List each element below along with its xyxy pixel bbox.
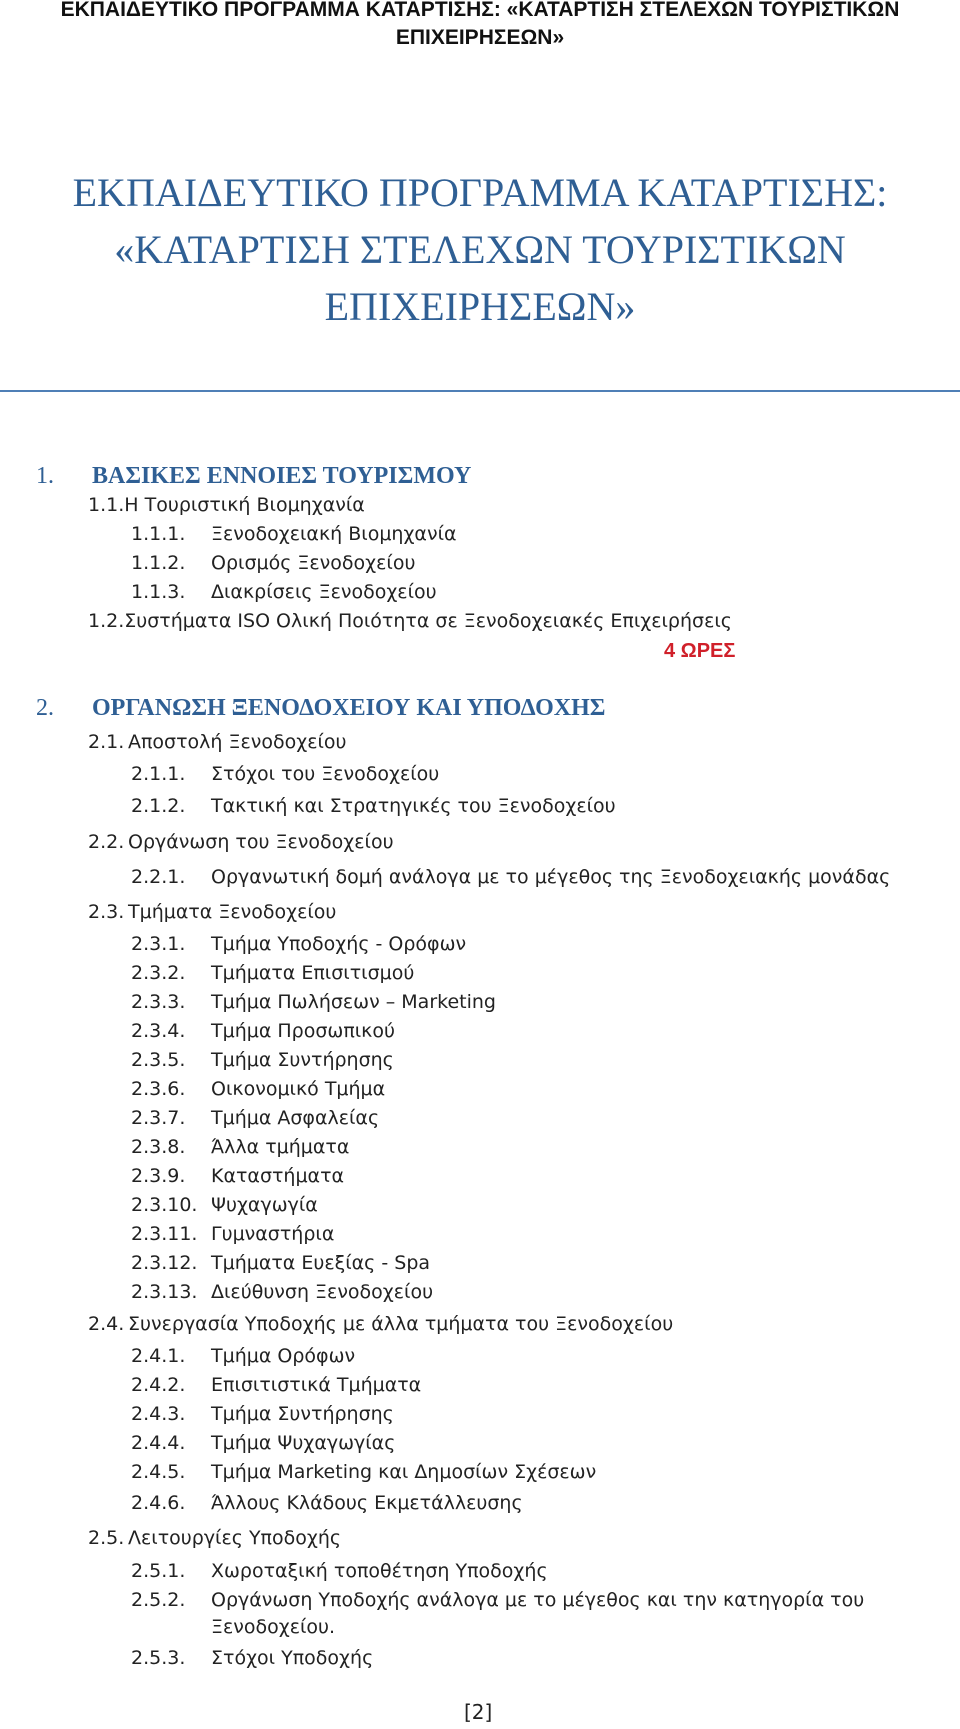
page-number: [2]: [464, 1700, 493, 1724]
toc-item: 2.4.3. Τμήμα Συντήρησης: [131, 1403, 394, 1425]
toc-item: 2.3.1. Τμήμα Υποδοχής - Ορόφων: [131, 933, 467, 955]
toc-item: 2.3.3. Τμήμα Πωλήσεων – Marketing: [131, 991, 496, 1013]
section-1-number: 1.: [36, 463, 54, 489]
toc-item: 2.3. Τμήματα Ξενοδοχείου: [88, 901, 337, 923]
toc-item: 2.3.11. Γυμναστήρια: [131, 1223, 335, 1245]
toc-item: 2.1. Αποστολή Ξενοδοχείου: [88, 731, 347, 753]
title-divider: [0, 390, 960, 392]
toc-item: 2.5.3. Στόχοι Υποδοχής: [131, 1647, 374, 1669]
toc-item: 2.4. Συνεργασία Υποδοχής με άλλα τμήματα του Ξενοδοχείου: [88, 1313, 674, 1335]
toc-item: 2.5. Λειτουργίες Υποδοχής: [88, 1527, 342, 1549]
toc-item: 2.3.6. Οικονομικό Τμήμα: [131, 1078, 386, 1100]
toc-item: 1.1.Η Τουριστική Βιομηχανία: [88, 494, 365, 516]
document-title-line-2: «ΚΑΤΑΡΤΙΣΗ ΣΤΕΛΕΧΩΝ ΤΟΥΡΙΣΤΙΚΩΝ: [114, 227, 846, 272]
toc-item: 2.1.1. Στόχοι του Ξενοδοχείου: [131, 763, 440, 785]
toc-item: 1.1.1. Ξενοδοχειακή Βιομηχανία: [131, 523, 457, 545]
toc-item: 2.4.6. Άλλους Κλάδους Εκμετάλλευσης: [131, 1492, 523, 1514]
toc-item: 2.3.8. Άλλα τμήματα: [131, 1136, 350, 1158]
toc-item: 2.3.7. Τμήμα Ασφαλείας: [131, 1107, 380, 1129]
toc-item: 2.1.2. Τακτική και Στρατηγικές του Ξενοδοχείου: [131, 795, 616, 817]
toc-item: 2.3.9. Καταστήματα: [131, 1165, 345, 1187]
toc-item: 2.2. Οργάνωση του Ξενοδοχείου: [88, 831, 394, 853]
toc-item: 1.1.3. Διακρίσεις Ξενοδοχείου: [131, 581, 437, 603]
section-2-number: 2.: [36, 695, 54, 721]
running-header-line-2: ΕΠΙΧΕΙΡΗΣΕΩΝ»: [395, 26, 565, 49]
running-header-line-1: ΕΚΠΑΙΔΕΥΤΙΚΟ ΠΡΟΓΡΑΜΜΑ ΚΑΤΑΡΤΙΣΗΣ: «ΚΑΤΑΡΤΙΣΗ ΣΤΕΛΕΧΩΝ ΤΟΥΡΙΣΤΙΚΩΝ: [60, 0, 900, 21]
toc-item: 1.2.Συστήματα ISO Ολική Ποιότητα σε Ξενοδοχειακές Επιχειρήσεις: [88, 610, 732, 632]
toc-item: 2.2.1. Οργανωτική δομή ανάλογα με το μέγεθος της Ξενοδοχειακής μονάδας: [131, 866, 891, 888]
toc-item: 2.4.4. Τμήμα Ψυχαγωγίας: [131, 1432, 396, 1454]
toc-item: 2.3.10. Ψυχαγωγία: [131, 1194, 318, 1216]
section-1-heading: [36, 463, 471, 490]
toc-item: 2.5.1. Χωροταξική τοποθέτηση Υποδοχής: [131, 1560, 548, 1582]
toc-item: 2.3.5. Τμήμα Συντήρησης: [131, 1049, 394, 1071]
toc-item: 2.3.12. Τμήματα Ευεξίας - Spa: [131, 1252, 431, 1274]
document-title-line-1: ΕΚΠΑΙΔΕΥΤΙΚΟ ΠΡΟΓΡΑΜΜΑ ΚΑΤΑΡΤΙΣΗΣ:: [72, 170, 888, 215]
toc-item: 2.4.5. Τμήμα Marketing και Δημοσίων Σχέσεων: [131, 1461, 597, 1483]
toc-item: 1.1.2. Ορισμός Ξενοδοχείου: [131, 552, 416, 574]
toc-item: 2.3.4. Τμήμα Προσωπικού: [131, 1020, 395, 1042]
toc-item: 2.3.13. Διεύθυνση Ξενοδοχείου: [131, 1281, 434, 1303]
document-title-line-3: ΕΠΙΧΕΙΡΗΣΕΩΝ»: [324, 284, 636, 329]
section-2-heading: [36, 695, 605, 722]
toc-item-continuation: Ξενοδοχείου.: [211, 1616, 336, 1638]
toc-item: 2.4.2. Επισιτιστικά Τμήματα: [131, 1374, 422, 1396]
toc-item: 2.4.1. Τμήμα Ορόφων: [131, 1345, 356, 1367]
toc-item: 2.3.2. Τμήματα Επισιτισμού: [131, 962, 415, 984]
section-2-title: ΟΡΓΑΝΩΣΗ ΞΕΝΟΔΟΧΕΙΟΥ ΚΑΙ ΥΠΟΔΟΧΗΣ: [92, 695, 606, 721]
section-1-hours: 4 ΩΡΕΣ: [664, 640, 736, 662]
toc-item: 2.5.2. Οργάνωση Υποδοχής ανάλογα με το μέγεθος και την κατηγορία του: [131, 1589, 865, 1611]
section-1-title: ΒΑΣΙΚΕΣ ΕΝΝΟΙΕΣ ΤΟΥΡΙΣΜΟΥ: [92, 463, 472, 489]
